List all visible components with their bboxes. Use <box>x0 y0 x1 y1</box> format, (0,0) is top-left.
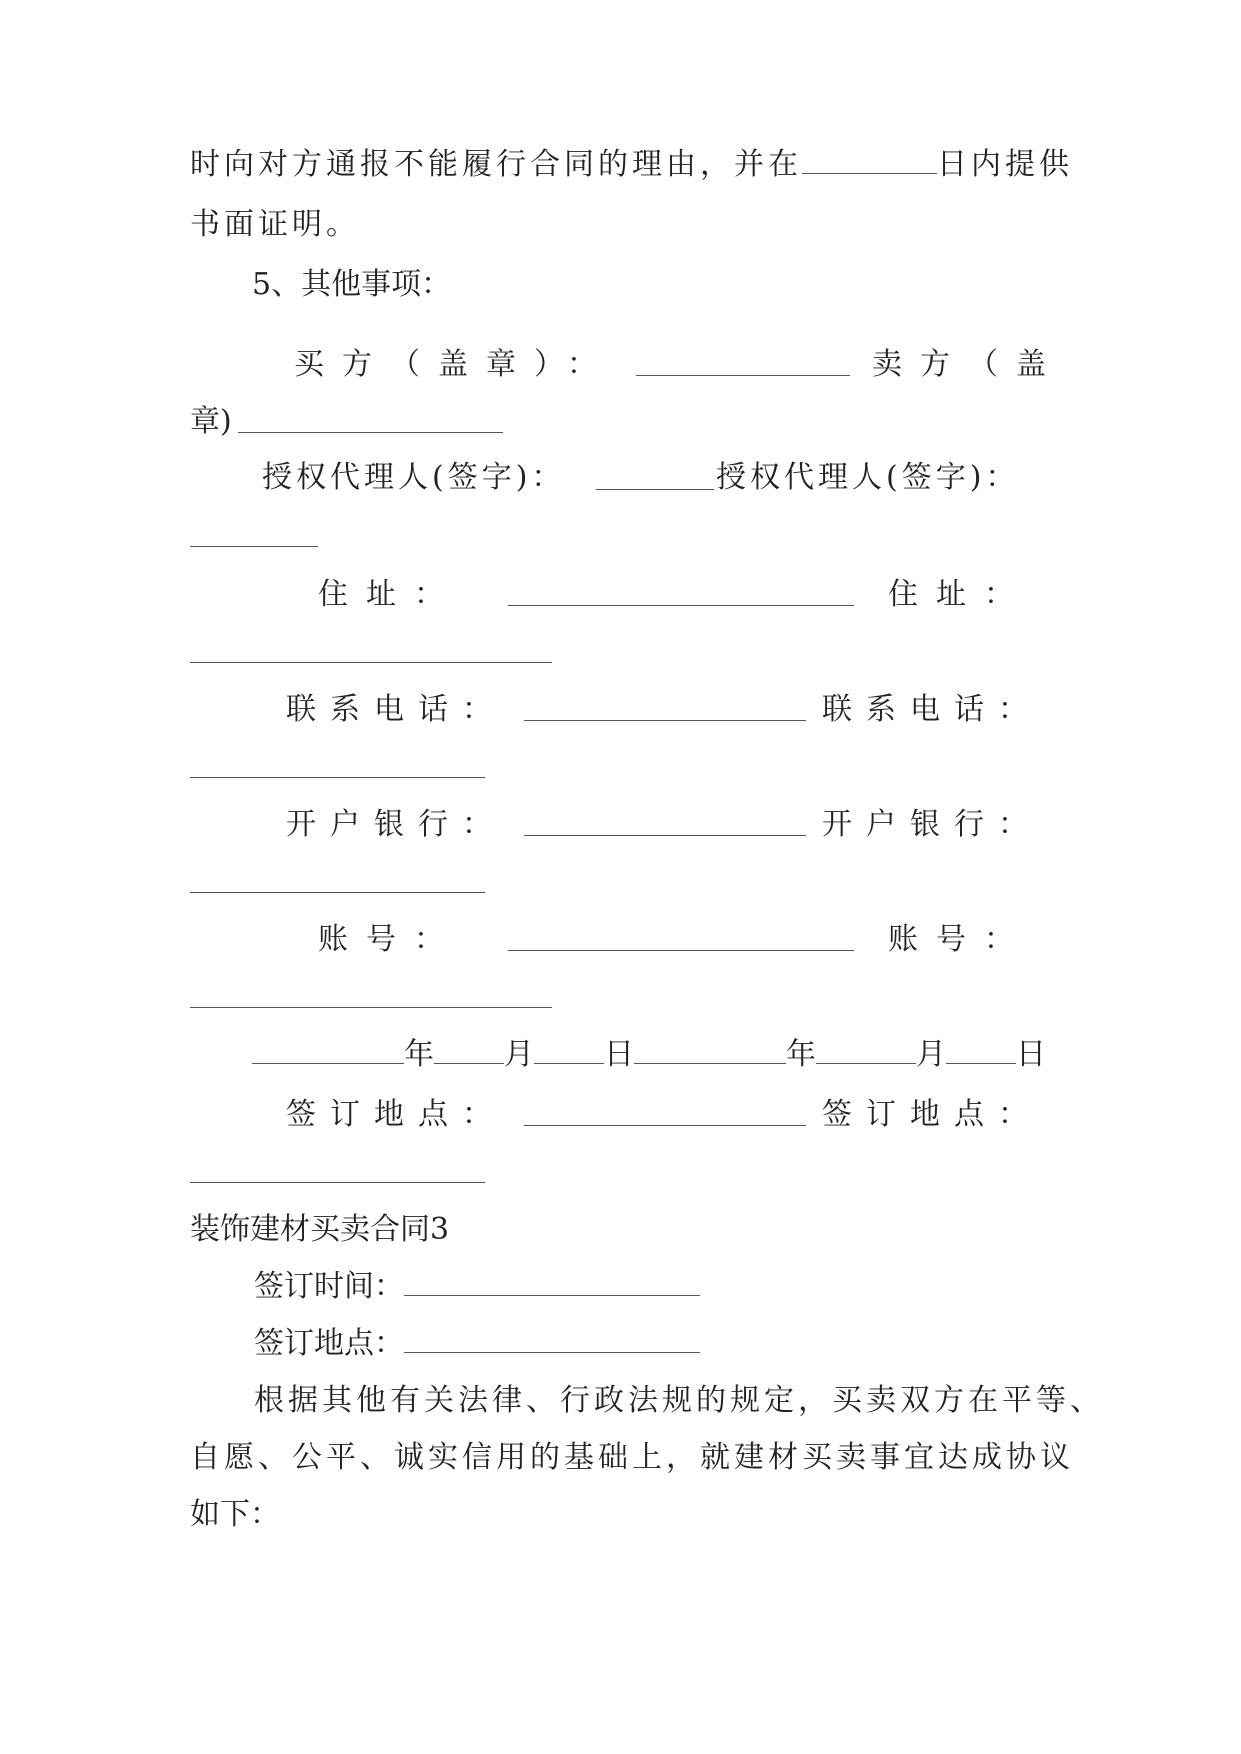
sign-time-line <box>254 1267 700 1307</box>
buyer-seal-blank[interactable] <box>636 375 850 376</box>
paragraph-line <box>190 145 1073 185</box>
text: 住址： <box>318 577 462 612</box>
day-label: 日 <box>604 1037 634 1072</box>
buyer-account-label <box>318 920 462 960</box>
section-title <box>190 1210 449 1250</box>
seller-month-blank[interactable] <box>816 1037 916 1064</box>
sign-time-blank[interactable] <box>404 1269 700 1296</box>
seller-place-label <box>822 1095 1042 1135</box>
text: 根据其他有关法律、行政法规的规定，买卖双方在平等、 <box>254 1383 1104 1418</box>
text: 账号： <box>888 922 1032 957</box>
seller-year-blank[interactable] <box>634 1037 786 1064</box>
text: 账号： <box>318 922 462 957</box>
buyer-address-label <box>318 575 462 615</box>
text: 开户银行： <box>822 807 1042 842</box>
seller-phone-label <box>822 690 1042 730</box>
text: 签订地点： <box>254 1326 404 1361</box>
seller-place-blank[interactable] <box>190 1182 485 1183</box>
seller-bank-label <box>822 805 1042 845</box>
seller-seal-label <box>872 345 1064 385</box>
paragraph-line <box>254 1381 1104 1421</box>
month-label: 月 <box>916 1037 946 1072</box>
text: 书面证明。 <box>190 207 360 242</box>
seller-agent-label <box>716 458 1019 498</box>
text: 开户银行： <box>286 807 506 842</box>
buyer-agent-label <box>262 458 565 498</box>
paragraph-line <box>190 1495 280 1535</box>
buyer-agent-blank[interactable] <box>596 489 714 490</box>
seller-account-blank[interactable] <box>190 1007 552 1008</box>
seller-account-label <box>888 920 1032 960</box>
text: 时向对方通报不能履行合同的理由，并在 <box>190 147 802 182</box>
text: 如下： <box>190 1497 280 1532</box>
buyer-phone-label <box>286 690 506 730</box>
seller-address-blank[interactable] <box>190 662 552 663</box>
item-heading <box>252 265 451 305</box>
text: 自愿、公平、诚实信用的基础上，就建材买卖事宜达成协议 <box>190 1440 1074 1475</box>
text: 签订时间： <box>254 1269 404 1304</box>
text: 章) <box>190 404 232 439</box>
buyer-month-blank[interactable] <box>434 1037 504 1064</box>
blank-field[interactable] <box>802 147 937 174</box>
seller-agent-blank[interactable] <box>190 546 318 547</box>
text: 住址： <box>888 577 1032 612</box>
seller-seal-blank[interactable] <box>238 432 503 433</box>
year-label: 年 <box>786 1037 816 1072</box>
buyer-place-blank[interactable] <box>524 1125 806 1126</box>
text: 买方（盖章）： <box>294 347 615 382</box>
year-label: 年 <box>404 1037 434 1072</box>
text: 装饰建材买卖合同3 <box>190 1212 450 1247</box>
seller-bank-blank[interactable] <box>190 892 485 893</box>
text: 授权代理人(签字)： <box>262 460 566 495</box>
buyer-place-label <box>286 1095 506 1135</box>
seller-day-blank[interactable] <box>946 1037 1016 1064</box>
paragraph-line <box>190 1438 1074 1478</box>
buyer-address-blank[interactable] <box>508 605 854 606</box>
text: 联系电话： <box>822 692 1042 727</box>
text: 签订地点： <box>286 1097 506 1132</box>
seller-address-label <box>888 575 1032 615</box>
day-label: 日 <box>1016 1037 1046 1072</box>
sign-place-blank[interactable] <box>404 1326 700 1353</box>
paragraph-line <box>190 205 360 245</box>
buyer-seal-label <box>294 345 615 385</box>
date-line <box>252 1035 1046 1075</box>
sign-place-line <box>254 1324 700 1364</box>
buyer-bank-blank[interactable] <box>524 835 806 836</box>
text: 5、其他事项： <box>252 267 452 302</box>
buyer-bank-label <box>286 805 506 845</box>
buyer-phone-blank[interactable] <box>524 720 806 721</box>
seller-phone-blank[interactable] <box>190 777 485 778</box>
buyer-year-blank[interactable] <box>252 1037 404 1064</box>
buyer-day-blank[interactable] <box>534 1037 604 1064</box>
seller-seal-label-cont <box>190 402 232 442</box>
text: 授权代理人(签字)： <box>716 460 1020 495</box>
text: 签订地点： <box>822 1097 1042 1132</box>
text: 日内提供 <box>937 147 1073 182</box>
text: 联系电话： <box>286 692 506 727</box>
buyer-account-blank[interactable] <box>508 950 854 951</box>
text: 卖方（盖 <box>872 347 1064 382</box>
month-label: 月 <box>504 1037 534 1072</box>
